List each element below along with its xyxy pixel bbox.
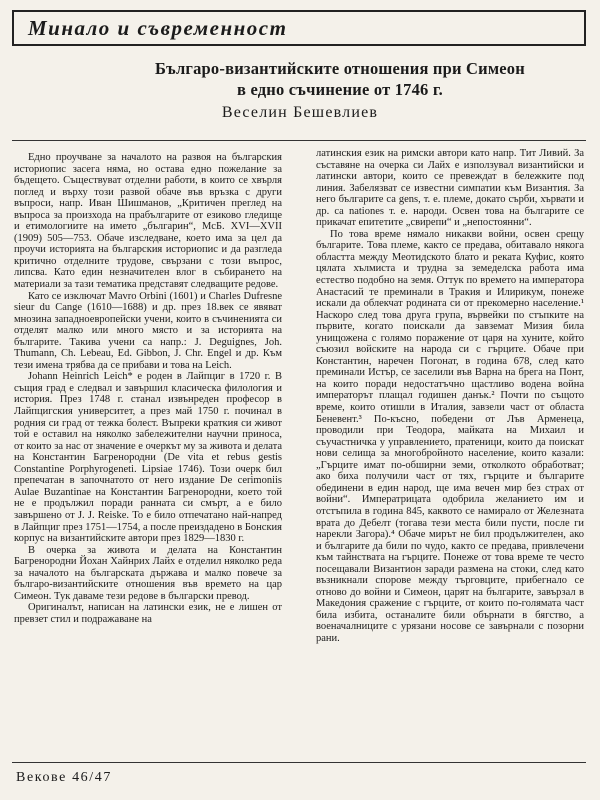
paragraph: Едно проучване за началото на развоя на българския историопис засега няма, но остава едно пожелание за бъдещето. Съществуват отделни работи, в които се хвърля поглед и върху този развой обаче във връзка с други въпроси, напр. Иван Шишманов, „Критичен преглед на въпроса за произхода на прабългарите от езиково гледище и етимологиите на името „българин“, МсБ. XVI—XVII (1909) 505—753. Обаче изследване, което има за цел да проучи историята на българския историопис и да разгледа критично отделните трудове, свързани с този въпрос, липсва. Като един незначителен влог в събирането на материали за тази тематика представят следващите редове. [14, 152, 282, 291]
paragraph: В очерка за живота и делата на Константин Багренородни Йохан Хайнрих Лайх е отделил няколко реда за началото на българската държава и малко повече за българо-византийските отношения във времето на цар Симеон. Тук даваме тези редове в български превод. [14, 544, 282, 602]
paragraph: По това време нямало никакви войни, освен срещу българите. Това племе, както се предава, обитавало някога областта между Меотидското блато и реката Куфис, която цялата хълмиста и трудна за земеделска работа има естество подобно на земя. Оттук по времето на императора Анастасий те преминали в Тракия и Илирикум, понеже искали да облекчат родината си от прекомерно население.¹ Наскоро след това друга група, вървейки по стъпките на първите, когато поискали да завземат Мизия била унищожена с голямо поражение от царя на хуните, който съюзил войските на народа си с гърците. Обаче при Константин, наречен Погонат, в година 678, след като преминали Истър, се заселили във Варна на брега на Понт, на които поради недостатъчно щастливо водена война императорът плащал годишен данък.² Почти по същото време, които отишли в Италия, завзели част от областа Беневент.³ По-късно, победени от Лъв Арменеца, проводили при Теодора, майката на Михаил и съучастничка у управлението, пратеници, които да поискат нови селища за многобройното население, които казали: „Гърците имат по-обширни земи, отколкото обработват; ако биха получили част от тях, гърците и българите обединени в един народ, ще има вечен мир без страх от войни“. Императрицата одобрила желанието им и отстъпила в година 845, каквото се намирало от Железната врата до Дебелт (тогава тези места били пусти, после ги нарекли Загора).⁴ Обаче мирът не бил продължителен, ако и българите да били по чудо, както се предава, привлечени към тайнствата на гърците. Понеже от това време те често посещавали Византион заради размена на стоки, след като възникнали спорове между търговците, прибегнало се отново до войни и Симеон, царят на българите, завързал в Македония сражение с гърците, от които по-голямата част била избита, останалите били обърнати в бягство, а военачалниците с урязани носове се завърнали с позорни рани. [316, 228, 584, 644]
article-author: Веселин Бешевлиев [221, 104, 379, 121]
paragraph: латинския език на римски автори като напр. Тит Ливий. За съставяне на очерка си Лайх е използувал византийски и латински автори, които се превеждат в бележките под линия. Забелязват се известни симпатии към Византия. За него българите са gens, т. е. племе, докато сърби, хървати и др. са nationes т. е. народи. Освен това на българите се прикачат епитетите „свирепи“ и „непостоянни“. [316, 148, 584, 229]
article-title-line-2: в едно съчинение от 1746 г. [237, 80, 443, 99]
bottom-rule [12, 762, 586, 763]
section-title: Минало и съвременност [28, 15, 288, 40]
journal-issue-footer: Векове 46/47 [16, 770, 112, 785]
right-column [316, 148, 584, 645]
article-title [105, 58, 575, 100]
article-title-line-1: Българо-византийските отношения при Симеон [155, 59, 525, 78]
paragraph: Оригиналът, написан на латински език, не е лишен от превзет стил и подражаване на [14, 602, 282, 625]
paragraph: Johann Heinrich Leich* е роден в Лайпциг в 1720 г. В същия град е следвал и завършил класическа филология и история. През 1748 г. станал извънреден професор в Лайпцигския университет, а през май 1750 г. починал в родния си град от тежка болест. Въпреки краткия си живот той е оставил на няколко забележителни научни приноса, от които за нас от значение е очеркът му за живота и делата на Константин Багренородни (De vita et rebus gestis Constantine Porphyrogeneti. Lipsiae 1746). Този очерк бил препечатан в започнатото от него издание De cerimoniis Aulae Buzantinae на Константин Багренородни, което той не е продължил поради ранната си смърт, а е било завършено от J. J. Reiske. То е било отпечатано най-напред в Лайпциг през 1751—1754, а после преиздадено в Бонския корпус на византийските автори през 1829—1830 г. [14, 371, 282, 545]
paragraph: Като се изключат Mavro Orbini (1601) и Charles Dufresne sieur du Cange (1610—1688) и др. през 18.век се явяват мнозина западноевропейски учени, които в съчиненията си отделят малко или много място и за историята на българите. Такива учени са напр.: J. Deguignes, Joh. Thumann, Ch. Lebeau, Ed. Gibbon, J. Chr. Engel и др. Към тези имена трябва да се прибави и това на Leich. [14, 290, 282, 371]
top-rule [12, 140, 586, 141]
section-header-box [12, 10, 586, 46]
left-column [14, 152, 282, 625]
